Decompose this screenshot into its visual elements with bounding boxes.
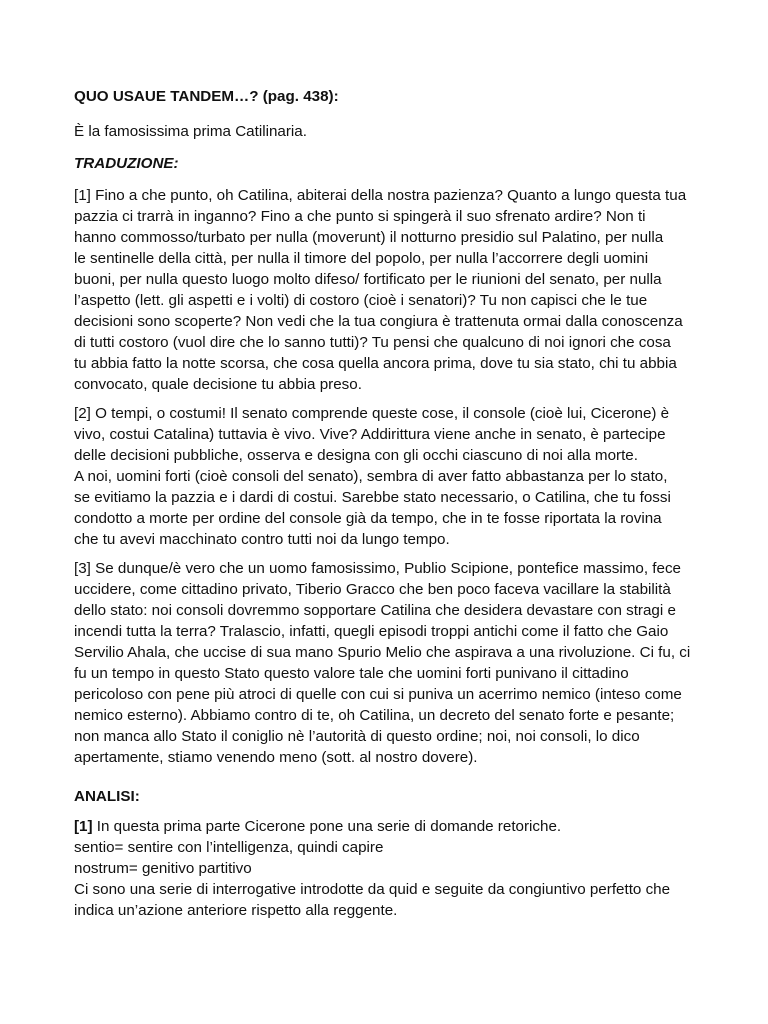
- analysis-section: [74, 816, 702, 921]
- text-line: delle decisioni pubbliche, osserva e designa con gli occhi ciascuno di noi alla morte.: [74, 447, 638, 464]
- text-line: [3] Se dunque/è vero che un uomo famosissimo, Publio Scipione, pontefice massimo, fece: [74, 560, 681, 577]
- text-line: tu abbia fatto la notte scorsa, che cosa quella ancora prima, dove tu sia stato, chi tu abbia: [74, 355, 677, 372]
- text-line: incendi tutta la terra? Tralascio, infatti, quegli episodi troppi antichi come il fatto che Gaio: [74, 623, 669, 640]
- text-line: Servilio Ahala, che uccise di sua mano Spurio Melio che aspirava a una rivoluzione. Ci fu, ci: [74, 644, 691, 661]
- analysis-heading: ANALISI:: [74, 788, 140, 805]
- text-line: nemico esterno). Abbiamo contro di te, oh Catilina, un decreto del senato forte e pesante;: [74, 707, 675, 724]
- text-line: hanno commosso/turbato per nulla (moverunt) il notturno presidio sul Palatino, per nulla: [74, 229, 664, 246]
- text-line: [1] Fino a che punto, oh Catilina, abiterai della nostra pazienza? Quanto a lungo questa tua: [74, 187, 687, 204]
- text-line: vivo, costui Catalina) tuttavia è vivo. Vive? Addirittura viene anche in senato, è partecipe: [74, 426, 666, 443]
- analysis-line: Ci sono una serie di interrogative introdotte da quid e seguite da congiuntivo perfetto che: [74, 881, 671, 898]
- text-line: le sentinelle della città, per nulla il timore del popolo, per nulla l’accorrere degli uomini: [74, 250, 649, 267]
- text-line: dello stato: noi consoli dovremmo sopportare Catilina che desidera devastare con stragi e: [74, 602, 676, 619]
- text-line: se evitiamo la pazzia e i dardi di costui. Sarebbe stato necessario, o Catilina, che tu fossi: [74, 489, 671, 506]
- text-line: [2] O tempi, o costumi! Il senato comprende queste cose, il console (cioè lui, Cicerone) è: [74, 405, 670, 422]
- text-line: fu un tempo in questo Stato questo valore tale che uomini forti punivano il cittadino: [74, 665, 629, 682]
- text-line: A noi, uomini forti (cioè consoli del senato), sembra di aver fatto abbastanza per lo stato,: [74, 468, 668, 485]
- translation-paragraph-2: [74, 403, 702, 550]
- text-line: pazzia ci trarrà in inganno? Fino a che punto si spingerà il suo sfrenato ardire? Non ti: [74, 208, 646, 225]
- text-line: pericoloso con pene più atroci di quelle con cui si puniva un acerrimo nemico (inteso come: [74, 686, 682, 703]
- document-heading: QUO USAUE TANDEM…? (pag. 438):: [74, 88, 339, 105]
- text-line: decisioni sono scoperte? Non vedi che la tua congiura è trattenuta ormai dalla conoscenza: [74, 313, 683, 330]
- text-line: apertamente, stiamo venendo meno (sott. al nostro dovere).: [74, 749, 478, 766]
- text-line: buoni, per nulla questo luogo molto difeso/ fortificato per le riunioni del senato, per nulla: [74, 271, 662, 288]
- translation-paragraph-3: [74, 558, 702, 768]
- intro-text: È la famosissima prima Catilinaria.: [74, 123, 307, 140]
- text-line: uccidere, come cittadino privato, Tiberio Gracco che ben poco faceva vacillare la stabilità: [74, 581, 671, 598]
- analysis-first-line: [74, 816, 702, 837]
- text-line: convocato, quale decisione tu abbia preso.: [74, 376, 362, 393]
- translation-heading: TRADUZIONE:: [74, 155, 179, 172]
- text-line: che tu avevi macchinato contro tutti noi da lungo tempo.: [74, 531, 450, 548]
- text-line: l’aspetto (lett. gli aspetti e i volti) di costoro (cioè i senatori)? Tu non capisci che le tue: [74, 292, 648, 309]
- text-line: non manca allo Stato il coniglio nè l’autorità di questo ordine; noi, noi consoli, lo dico: [74, 728, 640, 745]
- translation-paragraph-1: [74, 185, 702, 395]
- analysis-marker: [1]: [74, 818, 93, 835]
- analysis-line: nostrum= genitivo partitivo: [74, 860, 252, 877]
- analysis-line: sentio= sentire con l’intelligenza, quindi capire: [74, 839, 384, 856]
- analysis-line: indica un’azione anteriore rispetto alla reggente.: [74, 902, 398, 919]
- text-line: condotto a morte per ordine del console già da tempo, che in te fosse riportata la rovina: [74, 510, 662, 527]
- analysis-first-text: In questa prima parte Cicerone pone una serie di domande retoriche.: [92, 818, 562, 835]
- document-page: [74, 86, 702, 930]
- text-line: di tutti costoro (vuol dire che lo sanno tutti)? Tu pensi che qualcuno di noi ignori che cosa: [74, 334, 671, 351]
